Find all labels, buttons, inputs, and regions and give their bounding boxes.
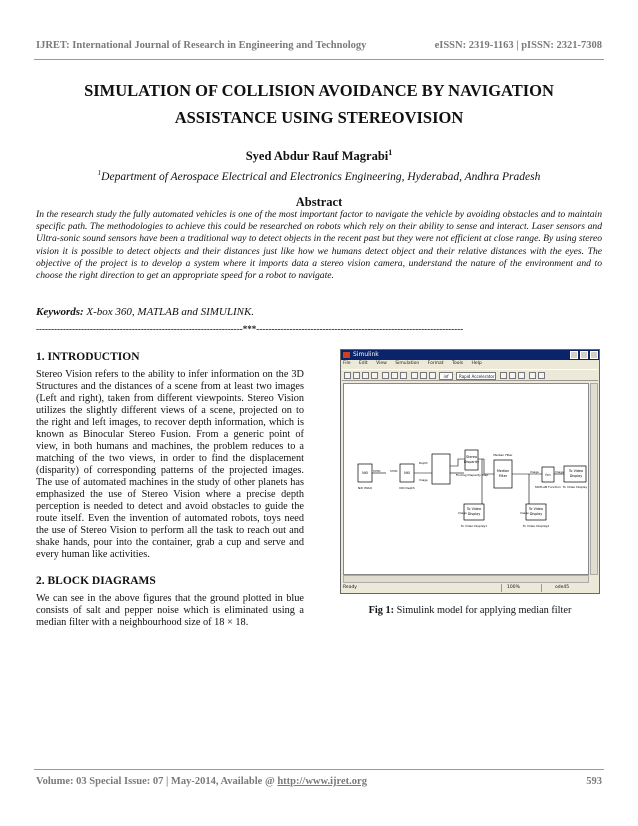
port-label: SYNC	[390, 469, 398, 473]
status-divider	[541, 584, 542, 592]
statusbar	[341, 583, 599, 593]
tvd-inner-2: Display	[569, 474, 583, 478]
menu-format: Format	[427, 361, 444, 366]
simulink-app-icon	[343, 352, 350, 358]
port-label: SYNC	[373, 469, 381, 473]
menu-edit: Edit	[358, 361, 368, 366]
menu-tools: Tools	[451, 361, 464, 366]
fcn-inner: fcn	[545, 473, 551, 477]
title-line-1: SIMULATION OF COLLISION AVOIDANCE BY NAVIGATION	[84, 81, 554, 100]
author-name: Syed Abdur Rauf Magrabi	[245, 149, 389, 164]
author	[36, 148, 602, 164]
print-icon	[371, 372, 378, 379]
tvd2-inner-2: Display	[529, 512, 543, 516]
open-icon	[353, 372, 360, 379]
introduction-paragraph: Stereo Vision refers to the ability to infer information on the 3D Structures and the distances of a scene from at least two images (Left and right), taken from different viewpoints. Stereo Vision utilizes the slightly different views of a scene, projected on to the right and left images, to recover depth information, which is known as Binocular Stereo Fusion. From a generic point of view, in both humans and machines, the problem reduces to a matching of the two views, in order to find the displacement (disparity) of corresponding patterns of the projected images. The use of automated machines in the study of other planets has emphasized the use of Stereo Vision where a precise depth perception is needed to detect and avoid obstacles to guide the route itself. Even the invention of automated robots, toys need the use of Stereo Vision to perform all the task to reach out and shake hands, pour into the container, grab a cup and serve and every human like activities.	[36, 369, 304, 560]
cut-icon	[382, 372, 389, 379]
menu-view: View	[376, 361, 387, 366]
affiliation-text: Department of Aerospace Electrical and Electronics Engineering, Hyderabad, Andhra Pradesh	[101, 170, 541, 183]
toolbar	[342, 369, 598, 381]
author-sup: 1	[388, 148, 393, 157]
status-zoom: 100%	[507, 585, 520, 590]
maximize-icon	[580, 351, 588, 359]
build-icon	[529, 372, 536, 379]
stop-time-input: inf	[439, 372, 453, 380]
left-column	[36, 351, 304, 629]
matlab-function-label: MATLAB Function	[535, 485, 561, 489]
new-icon	[344, 372, 351, 379]
minimize-icon	[570, 351, 578, 359]
nxi-imaq-label: NXI IMAQ	[358, 486, 372, 490]
status-divider	[501, 584, 502, 592]
to-video-display2-label: To Video Display2	[522, 524, 550, 528]
paste-icon	[400, 372, 407, 379]
journal-name: IJRET: International Journal of Research in Engineering and Technology	[36, 40, 367, 51]
tvd1-inner-2: Display	[467, 512, 481, 516]
finding-disparity-label: Finding Disparity Map	[455, 473, 489, 477]
stereo-inner-1: Stereo	[465, 455, 478, 459]
simulink-figure	[340, 349, 600, 594]
copy-icon	[391, 372, 398, 379]
footer-volume	[36, 776, 367, 787]
keywords-label: Keywords:	[36, 306, 84, 318]
nxi-depth-inner: NXI	[404, 471, 410, 475]
status-solver: ode45	[555, 585, 570, 590]
tvd-inner-1: To Video	[568, 469, 584, 473]
affiliation-sup: 1	[97, 169, 102, 177]
keywords-text: X-box 360, MATLAB and SIMULINK.	[86, 306, 255, 318]
running-footer	[36, 776, 602, 790]
nxi-depth-label: NXI Depth	[399, 486, 415, 490]
to-video-display1-label: To Video Display1	[460, 524, 488, 528]
stereo-inner-2: Disparity	[463, 460, 480, 464]
model-canvas	[343, 383, 589, 575]
save-icon	[362, 372, 369, 379]
undo-icon	[411, 372, 418, 379]
port-label: Image	[520, 511, 529, 515]
abstract-body: In the research study the fully automated vehicles is one of the most important factor to navigate the vehicle by avoiding obstacles and to maintain specific path. The methodologies to achieve this could be researched on robots which rely on their ability to sense and interact. Laser sensors and Ultra-sonic sound sensors have been a traditional way to detect objects in the recent past but they were not efficient at close range. By using stereo vision it is possible to detect objects and their distances just like how we humans detect object and their relative distances with the eyes. The objective of the project is to develop a system where it imports data a stereo vision camera, understand the nature of the environment and to choose the right direction to get an appropriate speed for a robot to navigate.	[36, 209, 602, 282]
depth-subsystem-block	[432, 454, 450, 484]
tvd2-inner-1: To Video	[528, 507, 544, 511]
title-line-2: ASSISTANCE USING STEREOVISION	[174, 108, 464, 127]
header-rule	[34, 59, 604, 60]
abstract-heading: Abstract	[295, 195, 343, 209]
menubar	[343, 361, 489, 366]
port-label: Image	[419, 478, 428, 482]
tvd1-inner-1: To Video	[466, 507, 482, 511]
port-label: Image	[458, 511, 467, 515]
window-titlebar	[341, 350, 599, 360]
port-label: Depth	[419, 461, 428, 465]
block-diagrams-paragraph: We can see in the above figures that the ground plotted in blue consists of salt and pepper noise which is eliminated using a median filter with a neighbourhood size of 18 × 18.	[36, 593, 304, 628]
issn: eISSN: 2319-1163 | pISSN: 2321-7308	[434, 40, 602, 51]
menu-help: Help	[471, 361, 482, 366]
model-explorer-icon	[509, 372, 516, 379]
footer-rule	[34, 769, 604, 770]
median-filter-label: Median Filter	[493, 453, 513, 457]
median-inner-2: Filter	[498, 474, 508, 478]
menu-file: File	[343, 361, 351, 366]
port-label: Image	[555, 470, 564, 474]
nxi-imaq-inner: NXI	[362, 471, 368, 475]
paper-title	[36, 77, 602, 131]
port-label: Image	[530, 470, 539, 474]
status-ready: Ready	[343, 585, 357, 590]
signal-line	[478, 459, 494, 474]
figure-caption	[340, 605, 600, 616]
journal-link[interactable]: http://www.ijret.org	[277, 776, 367, 787]
horizontal-scrollbar	[343, 575, 589, 583]
debug-icon	[518, 372, 525, 379]
menu-simulation: Simulation	[395, 361, 420, 366]
figure-caption-label: Fig 1:	[368, 605, 395, 616]
to-video-display-label: To Video Display	[562, 485, 588, 489]
section-heading-block-diagrams: 2. BLOCK DIAGRAMS	[36, 575, 156, 587]
affiliation	[36, 169, 602, 183]
window-title: Simulink	[353, 351, 379, 358]
median-inner-1: Median	[496, 469, 510, 473]
running-header	[36, 40, 602, 54]
figure-caption-text: Simulink model for applying median filter	[396, 605, 572, 616]
stop-icon	[429, 372, 436, 379]
block-diagram	[344, 384, 590, 577]
page-number: 593	[586, 776, 602, 787]
keywords	[36, 306, 254, 318]
library-icon	[500, 372, 507, 379]
section-heading-introduction: 1. INTRODUCTION	[36, 351, 140, 363]
footer-prefix: Volume: 03 Special Issue: 07 | May-2014, Available @	[36, 776, 278, 787]
vertical-scrollbar	[590, 383, 598, 575]
close-icon	[590, 351, 598, 359]
section-separator: ---------------------------------------------------------------------***---------------------------------------------------------------------	[36, 324, 464, 334]
simulation-mode-select: Rapid Accelerator	[456, 372, 496, 380]
play-icon	[420, 372, 427, 379]
update-icon	[538, 372, 545, 379]
